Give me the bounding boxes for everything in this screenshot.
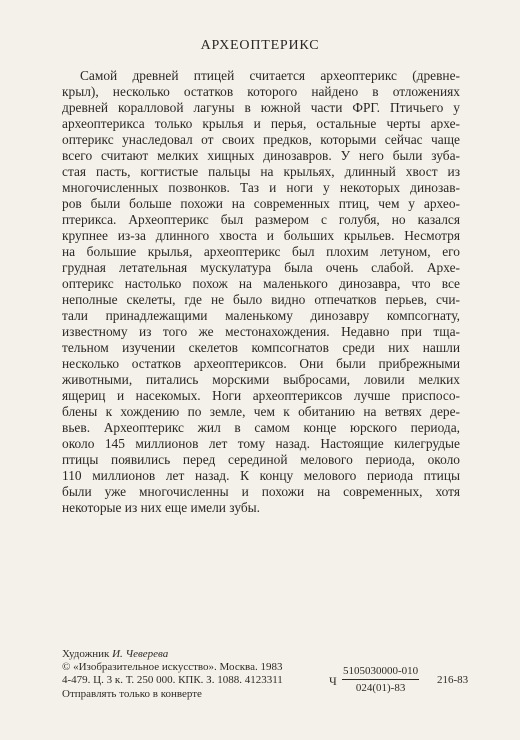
code-prefix: Ч [329, 674, 337, 688]
print-info-line: 4-479. Ц. 3 к. Т. 250 000. КПК. З. 1088. 4123311 [62, 674, 283, 687]
text-line: тали принадлежащими маленькому динозавру компсогнату, [62, 308, 460, 323]
text-line: птерикса. Археоптерикс был размером с голубя, но казался [62, 212, 460, 227]
text-line: около 145 миллионов лет тому назад. Настоящие килегрудые [62, 436, 460, 451]
text-line: крупнее из-за длинного хвоста и больших крыльев. Несмотря [62, 228, 460, 243]
publisher-line: © «Изобразительное искусство». Москва. 1983 [62, 661, 283, 674]
text-line: ящериц и насекомых. Ноги археоптериксов лучше приспосо- [62, 388, 460, 403]
code-numerator: 5105030000-010 [342, 665, 419, 680]
mail-note: Отправлять только в конверте [62, 687, 202, 700]
text-line: крыл), несколько остатков которого найдено в отложениях [62, 84, 460, 99]
text-line: тельном изучении скелетов компсогнатов среди них нашли [62, 340, 460, 355]
artist-name: И. Чеверева [112, 648, 169, 660]
text-line: Самой древней птицей считается археоптерикс (древне- [80, 68, 460, 83]
code-denominator: 024(01)-83 [355, 682, 406, 694]
text-line: животными, питались морскими выбросами, ловили мелких [62, 372, 460, 387]
text-line: были уже многочисленны и похожи на современных, хотя [62, 484, 460, 499]
text-line: вьев. Археоптерикс жил в самом конце юрского периода, [62, 420, 460, 435]
code-suffix: 216-83 [437, 674, 469, 686]
text-line: несколько остатков археоптериксов. Они были прибрежными [62, 356, 460, 371]
text-line: блены к хождению по земле, чем к обитанию на ветвях дере- [62, 404, 460, 419]
text-line: известному из того же местонахождения. Недавно при тща- [62, 324, 460, 339]
page-title: АРХЕОПТЕРИКС [200, 38, 320, 53]
text-line: некоторые из них еще имели зубы. [62, 500, 260, 515]
text-line: оптерикс настолько похож на маленького динозавра, что все [62, 276, 460, 291]
text-line: стая пасть, когтистые пальцы на крыльях, длинный хвост из [62, 164, 460, 179]
catalog-code [329, 665, 479, 699]
artist-credit [62, 648, 332, 661]
text-line: оптерикс унаследовал от своих предков, которыми сейчас чаще [62, 132, 460, 147]
text-line: 110 миллионов лет назад. К концу мелового периода птицы [62, 468, 460, 483]
text-line: ров были больше похожи на современных птиц, чем у архео- [62, 196, 460, 211]
text-line: всего считают мелких хищных динозавров. У него были зуба- [62, 148, 460, 163]
text-line: грудная летательная мускулатура была очень слабой. Архе- [62, 260, 460, 275]
article-body [62, 68, 460, 516]
text-line: на большие крылья, археоптерикс был плохим летуном, его [62, 244, 460, 259]
text-line: древней коралловой лагуны в южной части ФРГ. Птичьего у [62, 100, 460, 115]
artist-label: Художник [62, 648, 110, 660]
text-line: птицы появились перед серединой мелового периода, около [62, 452, 460, 467]
code-fraction [342, 665, 419, 695]
imprint-block [62, 648, 332, 701]
text-line: неполные скелеты, где не было видно отпечатков перьев, счи- [62, 292, 460, 307]
text-line: многочисленных позвонков. Таз и ноги у некоторых динозав- [62, 180, 460, 195]
text-line: археоптерикса только крылья и перья, остальные черты архе- [62, 116, 460, 131]
